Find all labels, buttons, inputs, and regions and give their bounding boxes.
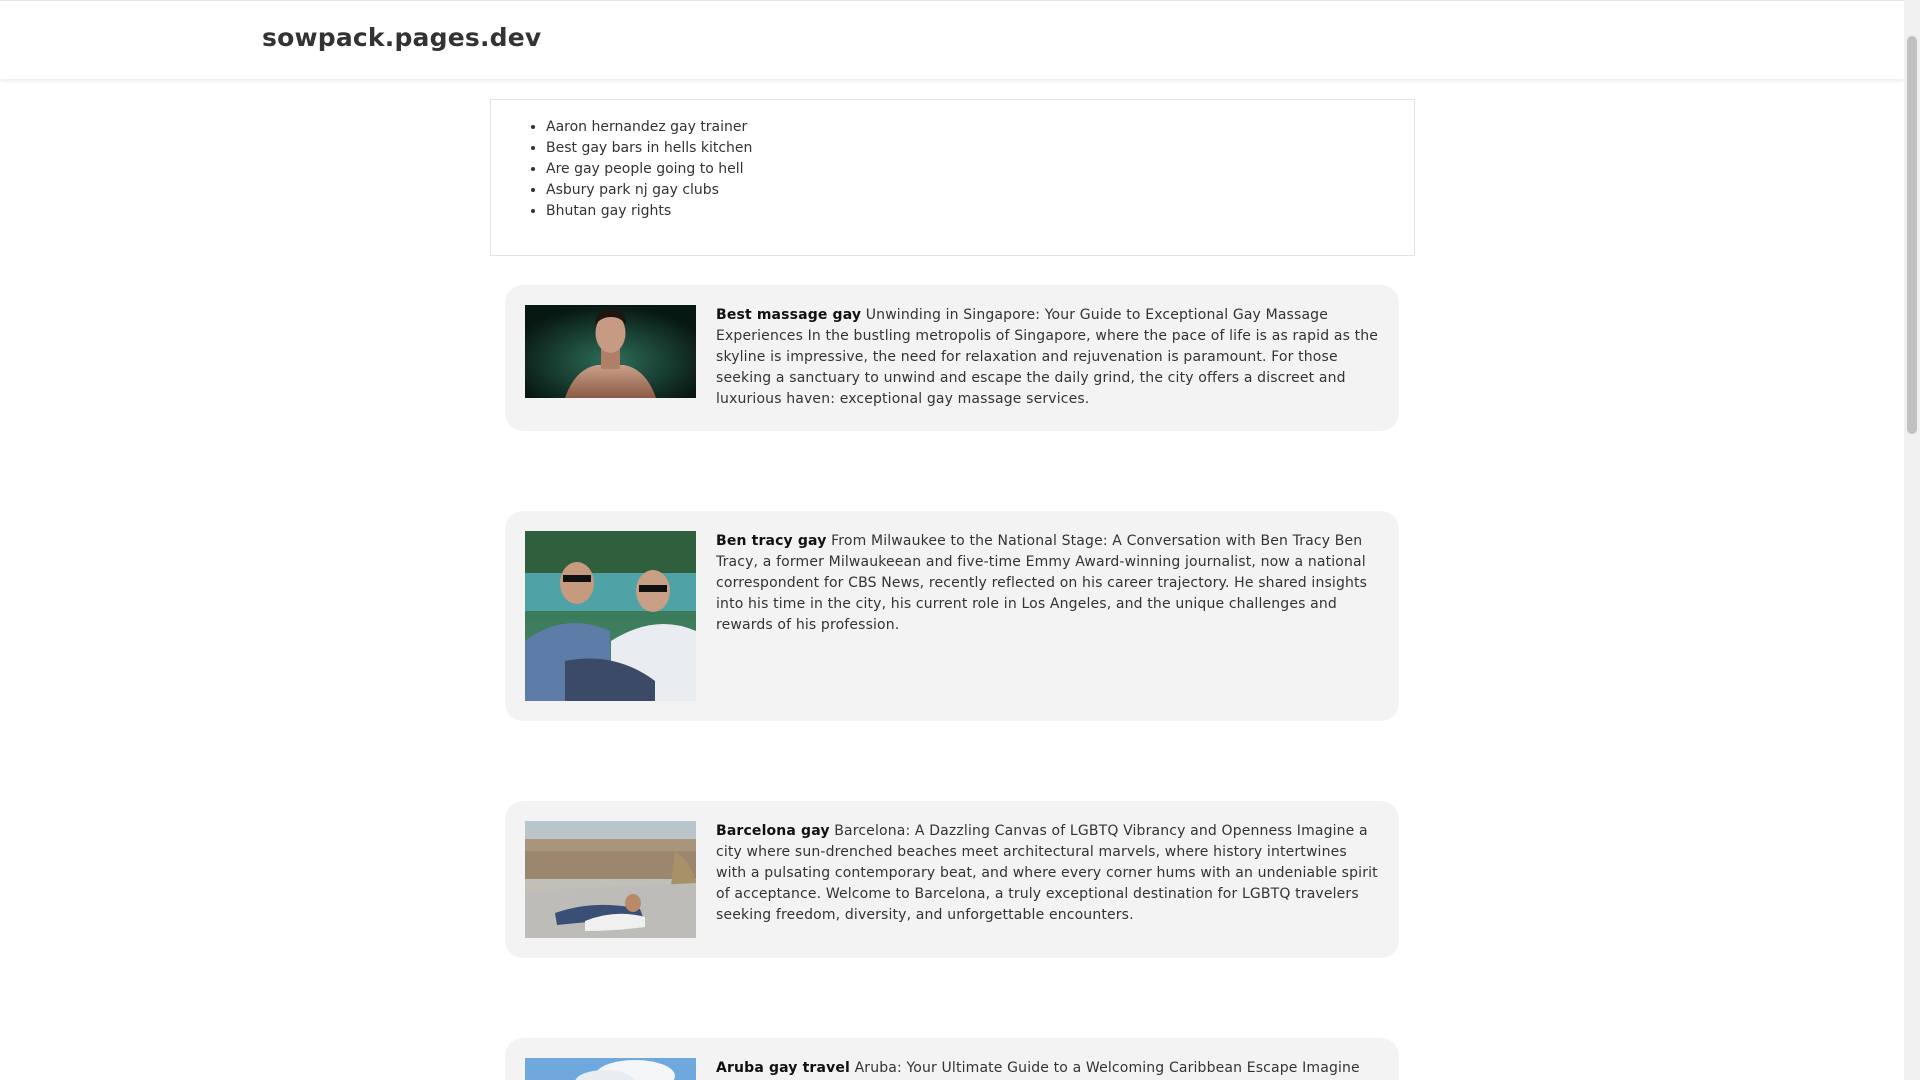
portrait-image <box>525 305 696 398</box>
article-thumbnail[interactable] <box>525 305 696 398</box>
article-card[interactable] <box>505 511 1399 721</box>
related-link-item <box>546 159 752 180</box>
article-excerpt: Aruba: Your Ultimate Guide to a Welcoming Caribbean Escape Imagine <box>854 1060 1360 1076</box>
couple-photo-image <box>525 531 696 701</box>
article-text <box>716 531 1381 636</box>
article-card[interactable] <box>505 801 1399 958</box>
related-links-list <box>546 117 752 222</box>
related-link[interactable]: Aaron hernandez gay trainer <box>546 119 748 135</box>
article-excerpt: Unwinding in Singapore: Your Guide to Exceptional Gay Massage Experiences In the bustling metropolis of Singapore, where the pace of life is as rapid as the skyline is impressive, the need for relaxation and rejuvenation is paramount. For those seeking a sanctuary to unwind and escape the daily grind, the city offers a discreet and luxurious haven: exceptional gay massage services. <box>716 307 1379 407</box>
article-card[interactable] <box>505 285 1399 431</box>
article-thumbnail[interactable] <box>525 1058 696 1080</box>
article-text <box>716 305 1381 410</box>
related-link[interactable]: Are gay people going to hell <box>546 161 744 177</box>
site-header <box>0 0 1904 79</box>
article-card[interactable] <box>505 1038 1399 1080</box>
article-title[interactable]: Best massage gay <box>716 307 862 323</box>
article-title[interactable]: Aruba gay travel <box>716 1060 850 1076</box>
related-link[interactable]: Asbury park nj gay clubs <box>546 182 719 198</box>
related-link[interactable]: Best gay bars in hells kitchen <box>546 140 753 156</box>
related-link-item <box>546 117 752 138</box>
article-excerpt: Barcelona: A Dazzling Canvas of LGBTQ Vibrancy and Openness Imagine a city where sun-drenched beaches meet architectural marvels, where history intertwines with a pulsating contemporary beat, and where every corner hums with an undeniable spirit of acceptance. Welcome to Barcelona, a truly exceptional destination for LGBTQ travelers seeking freedom, diversity, and unforgettable encounters. <box>716 823 1378 923</box>
related-link-item <box>546 180 752 201</box>
article-title[interactable]: Barcelona gay <box>716 823 830 839</box>
scrollbar-thumb[interactable] <box>1907 36 1917 434</box>
related-links-box <box>490 99 1415 256</box>
article-title[interactable]: Ben tracy gay <box>716 533 827 549</box>
vertical-scrollbar[interactable] <box>1904 0 1920 1080</box>
article-thumbnail[interactable] <box>525 821 696 938</box>
article-text <box>716 1058 1381 1079</box>
beach-sky-image <box>525 1058 696 1080</box>
related-link-item <box>546 138 752 159</box>
article-thumbnail[interactable] <box>525 531 696 701</box>
related-link[interactable]: Bhutan gay rights <box>546 203 672 219</box>
article-excerpt: From Milwaukee to the National Stage: A Conversation with Ben Tracy Ben Tracy, a former Milwaukeean and five-time Emmy Award-winning journalist, now a national correspondent for CBS News, recently reflected on his career trajectory. He shared insights into his time in the city, his current role in Los Angeles, and the unique challenges and rewards of his profession. <box>716 533 1368 633</box>
related-link-item <box>546 201 752 222</box>
site-title-link[interactable]: sowpack.pages.dev <box>262 23 542 52</box>
article-text <box>716 821 1381 926</box>
city-view-image <box>525 821 696 938</box>
